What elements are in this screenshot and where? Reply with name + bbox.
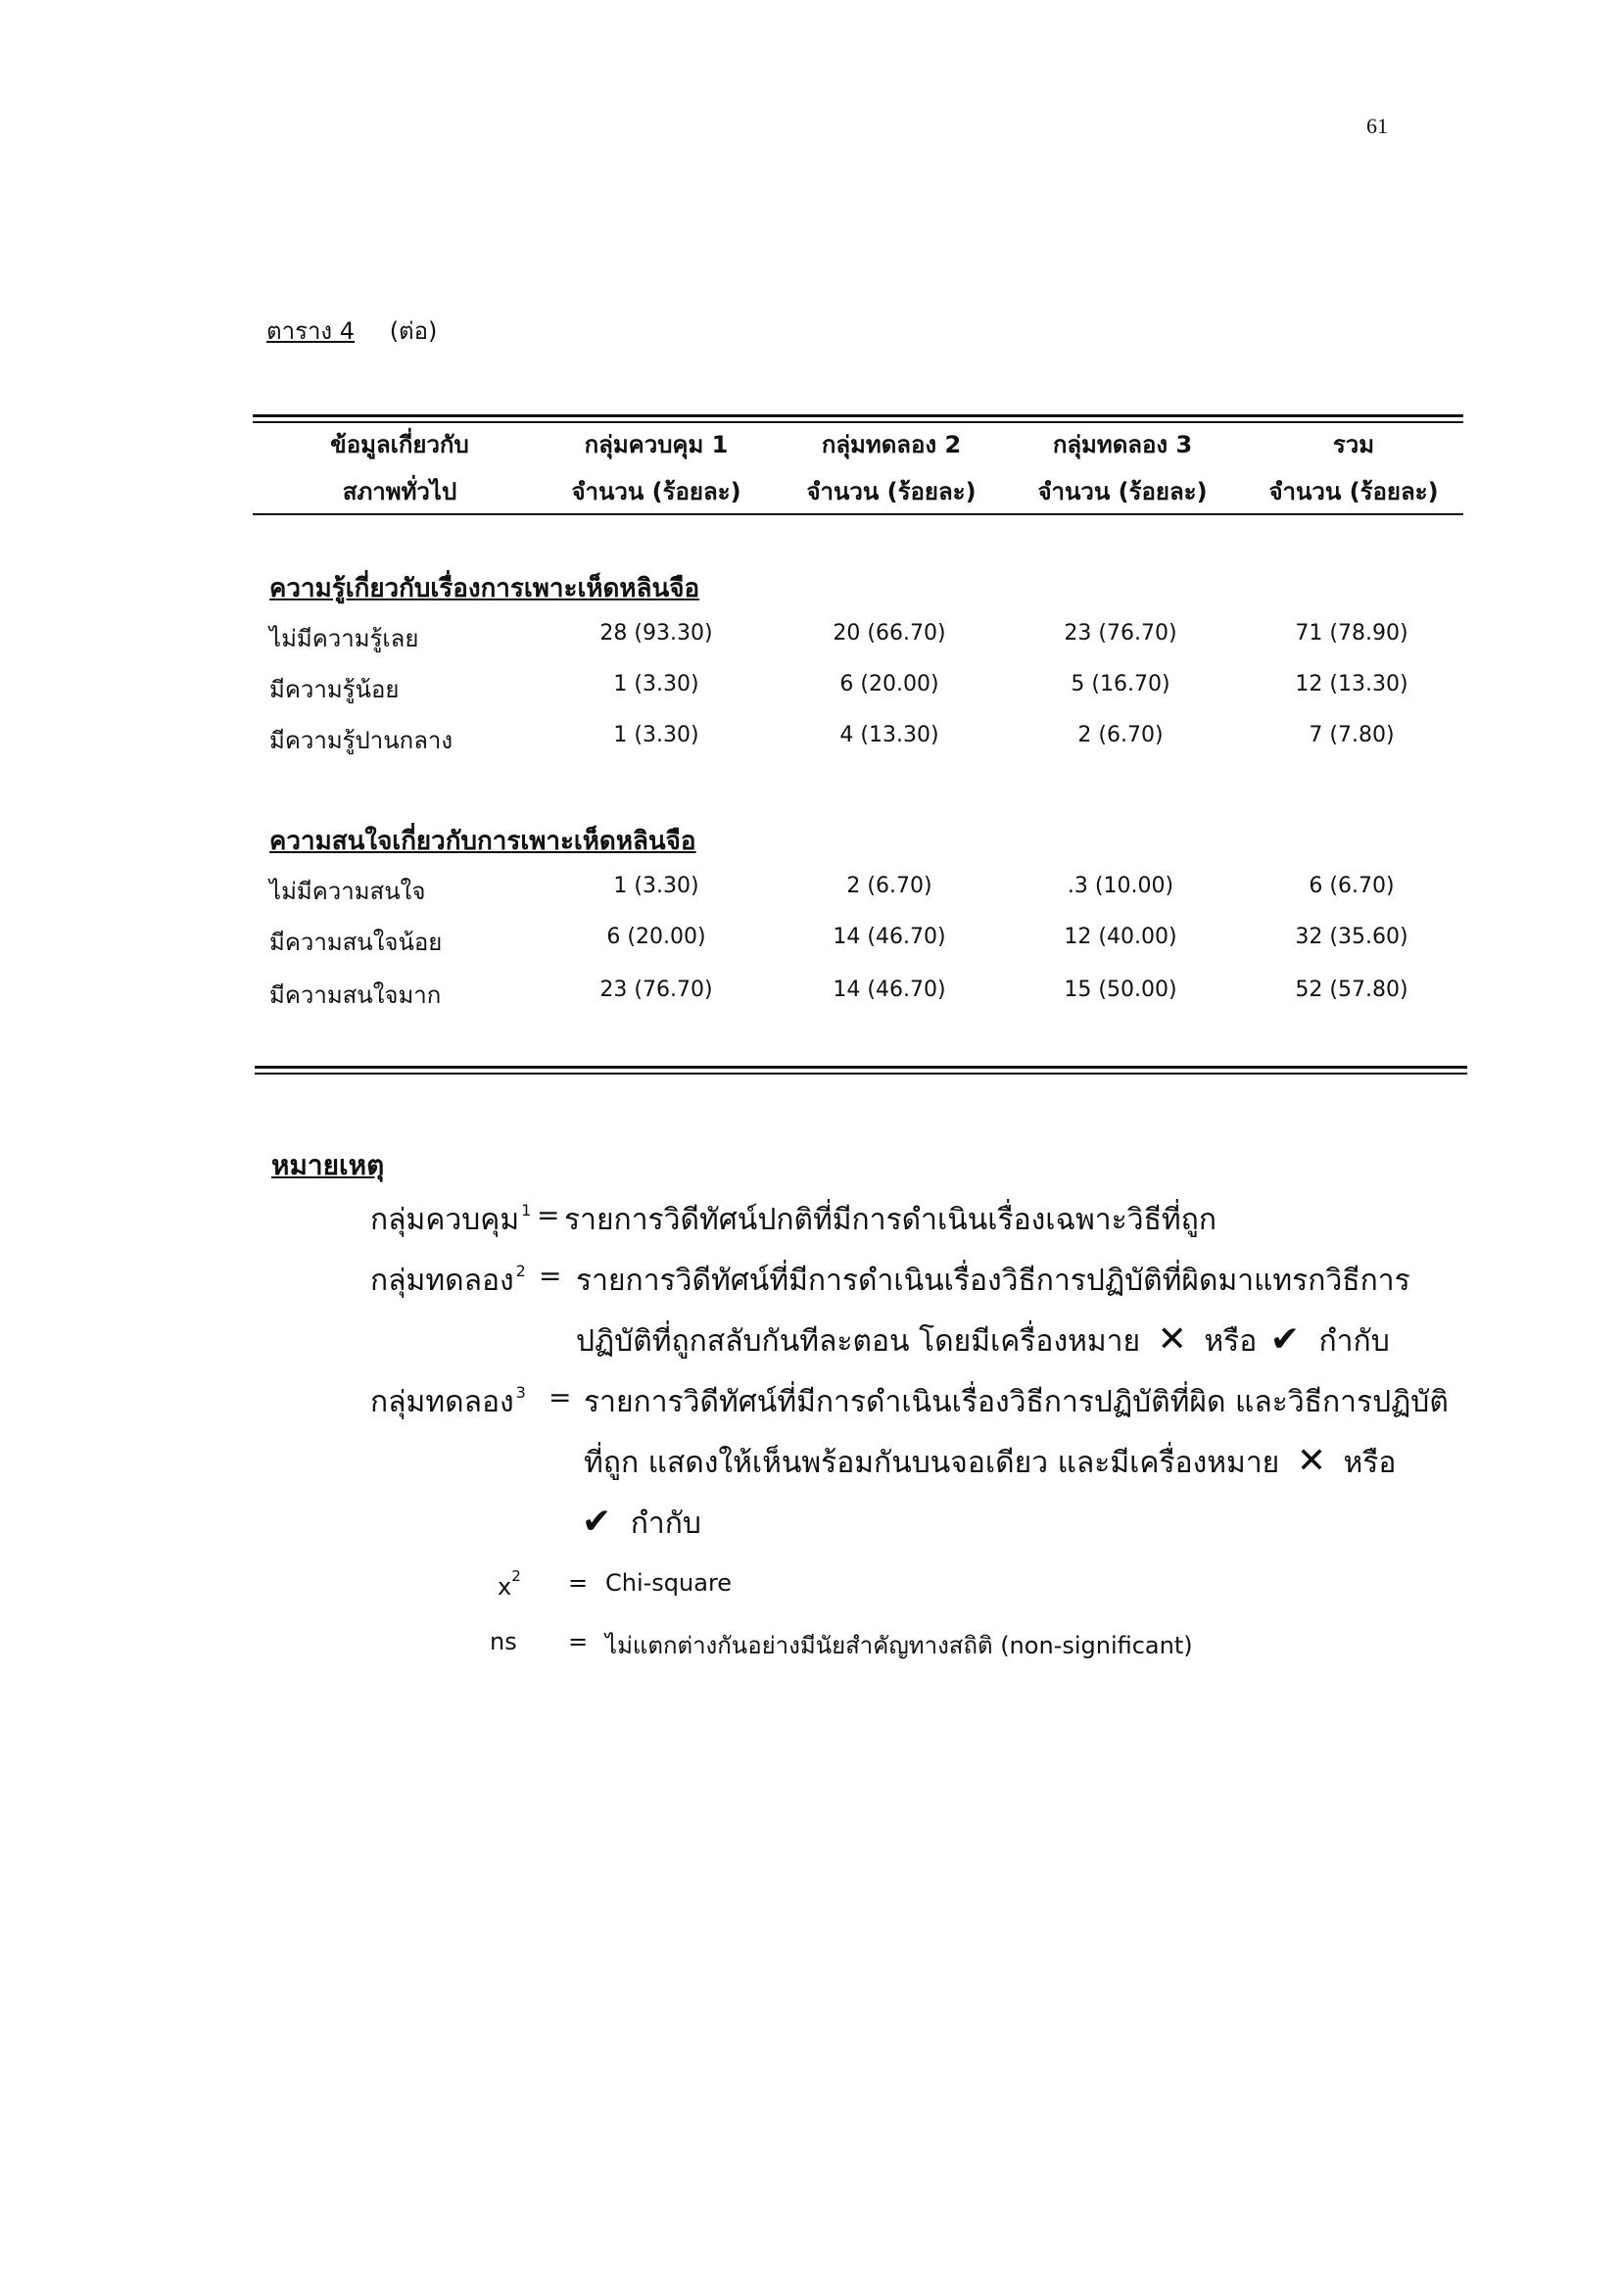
cross-mark-icon: ✕	[1296, 1441, 1326, 1481]
table-cell: 28 (93.30)	[599, 621, 713, 646]
table-caption-suffix: (ต่อ)	[389, 317, 438, 345]
note-equals: =	[549, 1381, 572, 1413]
note-term-chi-square: $x^2$	[498, 1567, 521, 1601]
table-cell: 52 (57.80)	[1295, 978, 1408, 1002]
table-cell: 12 (13.30)	[1295, 672, 1408, 696]
note-text: Chi-square	[605, 1569, 733, 1597]
row-label: มีความรู้ปานกลาง	[269, 727, 453, 754]
note-text-line2: ที่ถูก แสดงให้เห็นพร้อมกันบนจอเดียว และมีเครื่องหมาย ✕ หรือ	[584, 1441, 1397, 1481]
check-mark-icon: ✔	[582, 1502, 612, 1542]
table-cell: 14 (46.70)	[833, 925, 946, 949]
row-label: มีความสนใจน้อย	[269, 929, 443, 956]
cross-mark-icon: ✕	[1157, 1319, 1187, 1360]
table-cell: 6 (6.70)	[1309, 874, 1395, 898]
note-equals: =	[539, 1260, 562, 1292]
table-caption-label: ตาราง 4	[266, 317, 356, 345]
header-bottom-rule	[253, 513, 1463, 515]
table-top-rule-1	[253, 414, 1463, 417]
row-label: ไม่มีความรู้เลย	[269, 625, 419, 652]
table-cell: .3 (10.00)	[1067, 874, 1174, 898]
table-bottom-rule-2	[255, 1073, 1467, 1075]
note-equals: =	[568, 1628, 589, 1655]
header-col-exp2: กลุ่มทดลอง 2 จำนวน (ร้อยละ)	[806, 431, 977, 505]
header-col-info: ข้อมูลเกี่ยวกับ สภาพทั่วไป	[330, 431, 469, 505]
row-label: มีความรู้น้อย	[269, 676, 400, 703]
table-cell: 12 (40.00)	[1064, 925, 1177, 949]
table-cell: 5 (16.70)	[1071, 672, 1170, 696]
note-equals: =	[568, 1569, 589, 1597]
table-cell: 32 (35.60)	[1295, 925, 1408, 949]
table-cell: 1 (3.30)	[613, 723, 699, 747]
table-cell: 1 (3.30)	[613, 874, 699, 898]
table-cell: 6 (20.00)	[606, 925, 706, 949]
note-text: รายการวิดีทัศน์ปกติที่มีการดำเนินเรื่องเฉพาะวิธีที่ถูก	[564, 1203, 1216, 1237]
table-cell: 23 (76.70)	[599, 978, 713, 1002]
table-cell: 15 (50.00)	[1064, 978, 1177, 1002]
table-cell: 4 (13.30)	[839, 723, 939, 747]
note-text: ไม่แตกต่างกันอย่างมีนัยสำคัญทางสถิติ (non-significant)	[605, 1632, 1193, 1659]
note-term-control: กลุ่มควบคุม $^1$	[370, 1201, 532, 1237]
header-col-control: กลุ่มควบคุม 1 จำนวน (ร้อยละ)	[571, 431, 741, 505]
note-term-ns: ns	[490, 1628, 517, 1655]
header-col-total: รวม จำนวน (ร้อยละ)	[1268, 431, 1439, 505]
note-text-line2: ปฏิบัติที่ถูกสลับกันทีละตอน โดยมีเครื่องหมาย ✕ หรือ ✔ กำกับ	[576, 1319, 1390, 1360]
row-label: มีความสนใจมาก	[269, 981, 442, 1009]
table-cell: 23 (76.70)	[1064, 621, 1177, 646]
note-term-exp3: กลุ่มทดลอง $^3$	[370, 1383, 526, 1419]
section-title-knowledge: ความรู้เกี่ยวกับเรื่องการเพาะเห็ดหลินจือ	[269, 574, 700, 603]
section-title-interest: ความสนใจเกี่ยวกับการเพาะเห็ดหลินจือ	[269, 827, 696, 856]
notes-title: หมายเหตุ	[271, 1149, 385, 1181]
table-bottom-rule-1	[255, 1066, 1467, 1069]
table-cell: 2 (6.70)	[1077, 723, 1164, 747]
table-cell: 71 (78.90)	[1295, 621, 1408, 646]
row-label: ไม่มีความสนใจ	[269, 878, 426, 905]
header-col-exp3: กลุ่มทดลอง 3 จำนวน (ร้อยละ)	[1037, 431, 1208, 505]
table-caption	[266, 311, 437, 350]
note-equals: =	[537, 1199, 560, 1231]
table-cell: 14 (46.70)	[833, 978, 946, 1002]
note-text-line3: ✔ กำกับ	[582, 1502, 701, 1542]
table-cell: 2 (6.70)	[846, 874, 932, 898]
table-cell: 20 (66.70)	[833, 621, 946, 646]
table-cell: 6 (20.00)	[839, 672, 939, 696]
table-cell: 7 (7.80)	[1309, 723, 1395, 747]
table-cell: 1 (3.30)	[613, 672, 699, 696]
page-number: 61	[1366, 114, 1388, 138]
note-term-exp2: กลุ่มทดลอง $^2$	[370, 1262, 526, 1298]
check-mark-icon: ✔	[1269, 1319, 1300, 1360]
note-text: รายการวิดีทัศน์ที่มีการดำเนินเรื่องวิธีการปฏิบัติที่ผิด และวิธีการปฏิบัติ	[584, 1385, 1449, 1419]
note-text: รายการวิดีทัศน์ที่มีการดำเนินเรื่องวิธีการปฏิบัติที่ผิดมาแทรกวิธีการ	[576, 1264, 1410, 1298]
